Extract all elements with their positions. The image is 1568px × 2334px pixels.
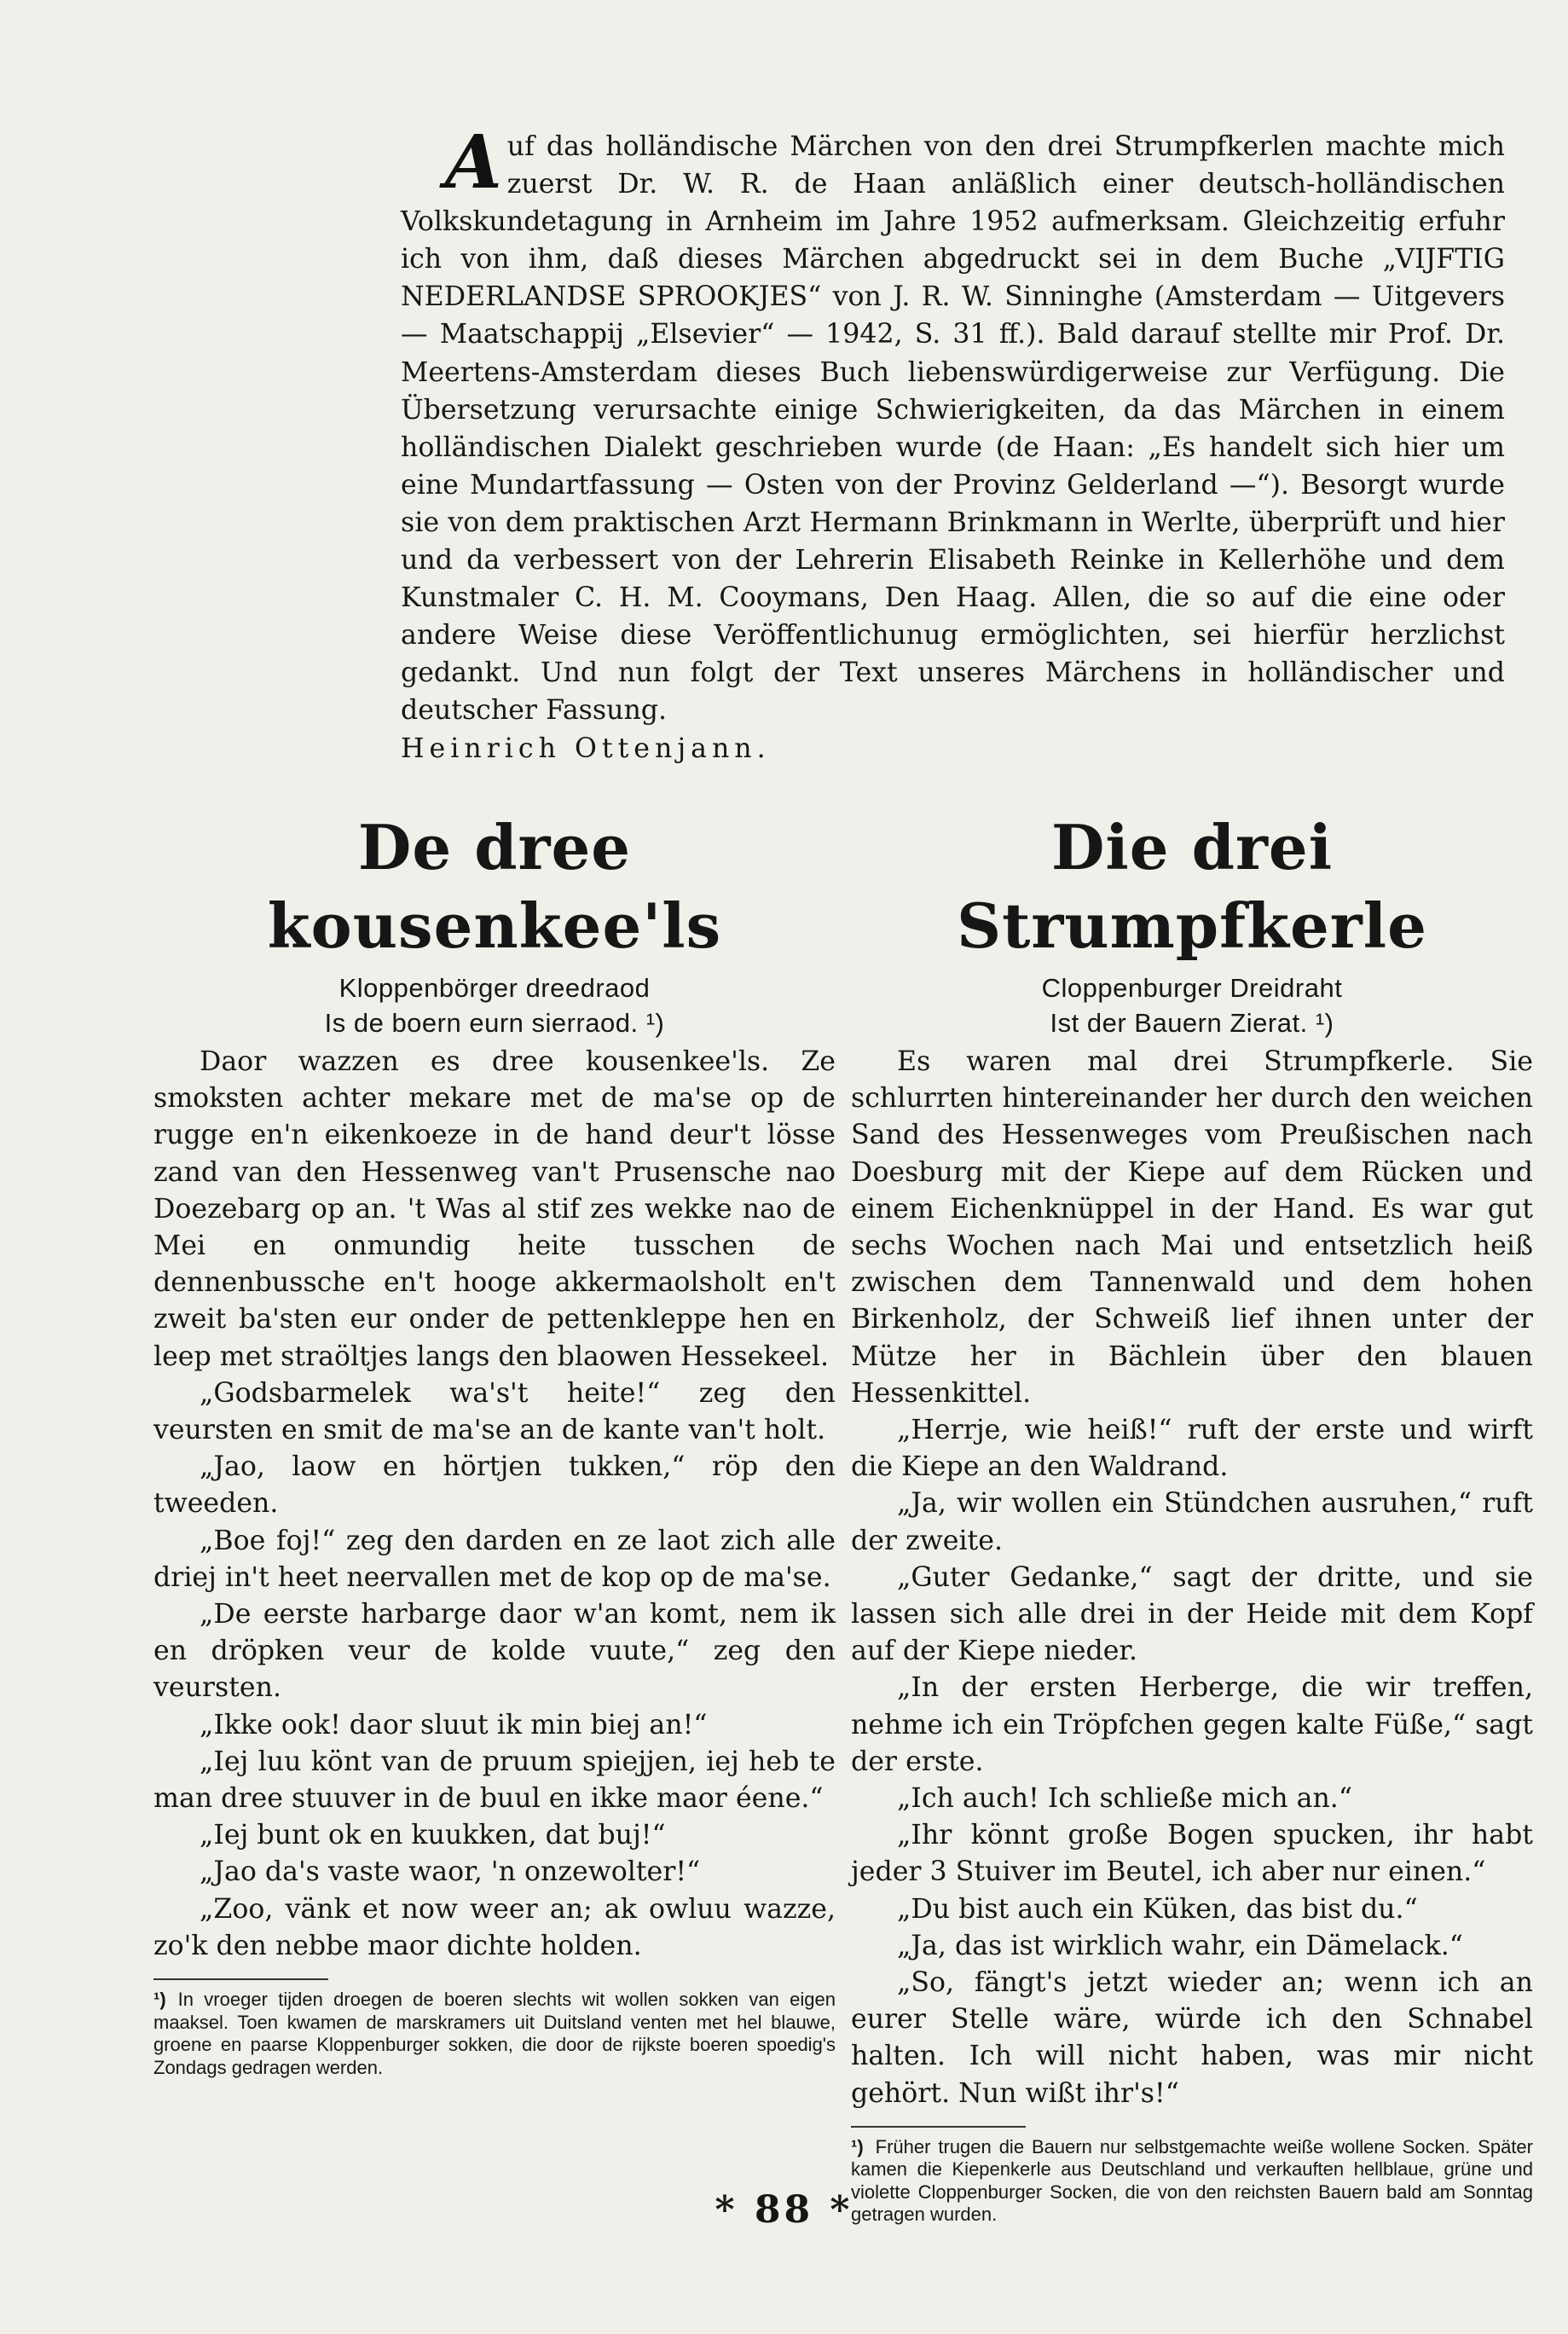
german-paragraph: „So, fängt's jetzt wieder an; wenn ich an eurer Stelle wäre, würde ich den Schnabel halten. Ich will nicht haben, was mir nicht gehört. Nun wißt ihr's!“	[851, 1967, 1533, 2109]
footnote-divider	[851, 2126, 1026, 2128]
dutch-paragraph: „Iej luu könt van de pruum spiejjen, iej heb te man dree stuuver in de buul en ikke maor éene.“	[153, 1746, 836, 1815]
dutch-paragraph: Daor wazzen es dree kousenkee'ls. Ze smoksten achter mekare met de ma'se op de rugge en'n eikenkoeze in de hand deur't lösse zand van den Hessenweg van't Prusensche nao Doezebarg op an. 't Was al stif zes wekke nao de Mei en onmundig heite tusschen de dennenbussche en't hooge akkermaolsholt en't zweit ba'sten eur onder de pettenkleppe hen en leep met straöltjes langs den blaowen Hessekeel.	[153, 1046, 836, 1372]
page-number: * 88 *	[715, 2188, 853, 2232]
dutch-paragraph: „Zoo, vänk et now weer an; ak owluu wazze, zo'k den nebbe maor dichte holden.	[153, 1893, 836, 1961]
german-paragraph: „Ja, wir wollen ein Stündchen ausruhen,“ ruft der zweite.	[851, 1488, 1533, 1556]
dutch-paragraph: „Boe foj!“ zeg den darden en ze laot zich alle driej in't heet neervallen met de kop op de ma'se.	[153, 1525, 836, 1593]
dutch-subtitle-2: Is de boern eurn sierraod. ¹)	[324, 1008, 665, 1038]
dutch-paragraph: „Ikke ook! daor sluut ik min biej an!“	[200, 1709, 708, 1740]
german-paragraph: „Du bist auch ein Küken, das bist du.“	[897, 1893, 1418, 1925]
intro-section	[401, 119, 1505, 767]
dutch-title: De dree kousenkee'ls	[267, 811, 722, 962]
intro-signature-line	[401, 730, 1505, 767]
dutch-paragraph: „Jao, laow en hörtjen tukken,“ röp den tweeden.	[153, 1451, 836, 1520]
german-paragraph: „Ja, das ist wirklich wahr, ein Dämelack.“	[897, 1930, 1463, 1961]
german-paragraph: „Herrje, wie heiß!“ ruft der erste und wirft die Kiepe an den Waldrand.	[851, 1415, 1533, 1483]
footnote-text: Früher trugen die Bauern nur selbstgemachte weiße wollene Socken. Später kamen die Kiepenkerle aus Deutschland und verkauften hellblaue, grüne und violette Cloppenburger Socken, die von den reichsten Bauern bald am Sonntag getragen wurden.	[851, 2135, 1533, 2226]
dutch-paragraph: „Jao da's vaste waor, 'n onzewolter!“	[200, 1856, 701, 1888]
dutch-paragraph: „Iej bunt ok en kuukken, dat buj!“	[200, 1820, 666, 1851]
german-paragraph: „In der ersten Herberge, die wir treffen, nehme ich ein Tröpfchen gegen kalte Füße,“ sagt der erste.	[851, 1672, 1533, 1777]
footnote-mark: ¹)	[153, 1989, 166, 2011]
author-signature: Heinrich Ottenjann.	[401, 733, 771, 764]
intro-paragraph	[401, 119, 1505, 730]
dutch-footnote	[153, 1989, 836, 2079]
dutch-paragraph: „De eerste harbarge daor w'an komt, nem ik en dröpken veur de kolde vuute,“ zeg den veursten.	[153, 1599, 836, 1704]
german-subtitle-2: Ist der Bauern Zierat. ¹)	[1050, 1008, 1334, 1038]
german-paragraph: Es waren mal drei Strumpfkerle. Sie schlurrten hintereinander her durch den weichen Sand des Hessenweges vom Preußischen nach Doesburg mit der Kiepe auf dem Rücken und einem Eichenknüppel in der Hand. Es war gut sechs Wochen nach Mai und entsetzlich heiß zwischen dem Tannenwald und dem hohen Birkenholz, der Schweiß lief ihnen unter der Mütze her in Bächlein über den blauen Hessenkittel.	[851, 1046, 1533, 1409]
dutch-body	[153, 1044, 836, 1965]
german-paragraph: „Guter Gedanke,“ sagt der dritte, und sie lassen sich alle drei in der Heide mit dem Kopf auf der Kiepe nieder.	[851, 1561, 1533, 1667]
drop-cap: A	[445, 119, 502, 206]
intro-text: uf das holländische Märchen von den drei Strumpfkerlen machte mich zuerst Dr. W. R. de Haan anläßlich einer deutsch-holländischen Volkskundetagung in Arnheim im Jahre 1952 aufmerksam. Gleichzeitig erfuhr ich von ihm, daß dieses Märchen abgedruckt sei in dem Buche „VIJFTIG NEDERLANDSE SPROOKJES“ von J. R. W. Sinninghe (Amsterdam — Uitgevers — Maatschappij „Elsevier“ — 1942, S. 31 ff.). Bald darauf stellte mir Prof. Dr. Meertens-Amsterdam dieses Buch liebenswürdigerweise zur Verfügung. Die Übersetzung verursachte einige Schwierigkeiten, da das Märchen in einem holländischen Dialekt geschrieben wurde (de Haan: „Es handelt sich hier um eine Mundartfassung — Osten von der Provinz Gelderland —“). Besorgt wurde sie von dem praktischen Arzt Hermann Brinkmann in Werlte, überprüft und hier und da verbessert von der Lehrerin Elisabeth Reinke in Kellerhöhe und dem Kunstmaler C. H. M. Cooymans, Den Haag. Allen, die so auf die eine oder andere Weise diese Veröffentlichunug ermöglichten, sei hierfür herzlichst gedankt. Und nun folgt der Text unseres Märchens in holländischer und deutscher Fassung.	[401, 131, 1505, 727]
footnote-divider	[153, 1978, 328, 1980]
dutch-subtitle-1: Kloppenbörger dreedraod	[338, 973, 651, 1003]
german-subtitle-1: Cloppenburger Dreidraht	[1041, 973, 1343, 1003]
german-column	[851, 808, 1533, 2227]
german-body	[851, 1044, 1533, 2112]
footnote-text: In vroeger tijden droegen de boeren slechts wit wollen sokken van eigen maaksel. Toen kwamen de marskramers uit Duitsland venten met hel blauwe, groene en paarse Kloppenburger sokken, die door de rijkste boeren spoedig's Zondags gedragen werden.	[153, 1989, 836, 2078]
dutch-paragraph: „Godsbarmelek wa's't heite!“ zeg den veursten en smit de ma'se an de kante van't holt.	[153, 1377, 836, 1446]
dutch-column	[153, 808, 836, 2079]
german-paragraph: „Ich auch! Ich schließe mich an.“	[897, 1783, 1352, 1815]
german-paragraph: „Ihr könnt große Bogen spucken, ihr habt jeder 3 Stuiver im Beutel, ich aber nur einen.“	[851, 1820, 1533, 1888]
german-title: Die drei Strumpfkerle	[957, 811, 1427, 962]
footnote-mark: ¹)	[851, 2135, 864, 2157]
